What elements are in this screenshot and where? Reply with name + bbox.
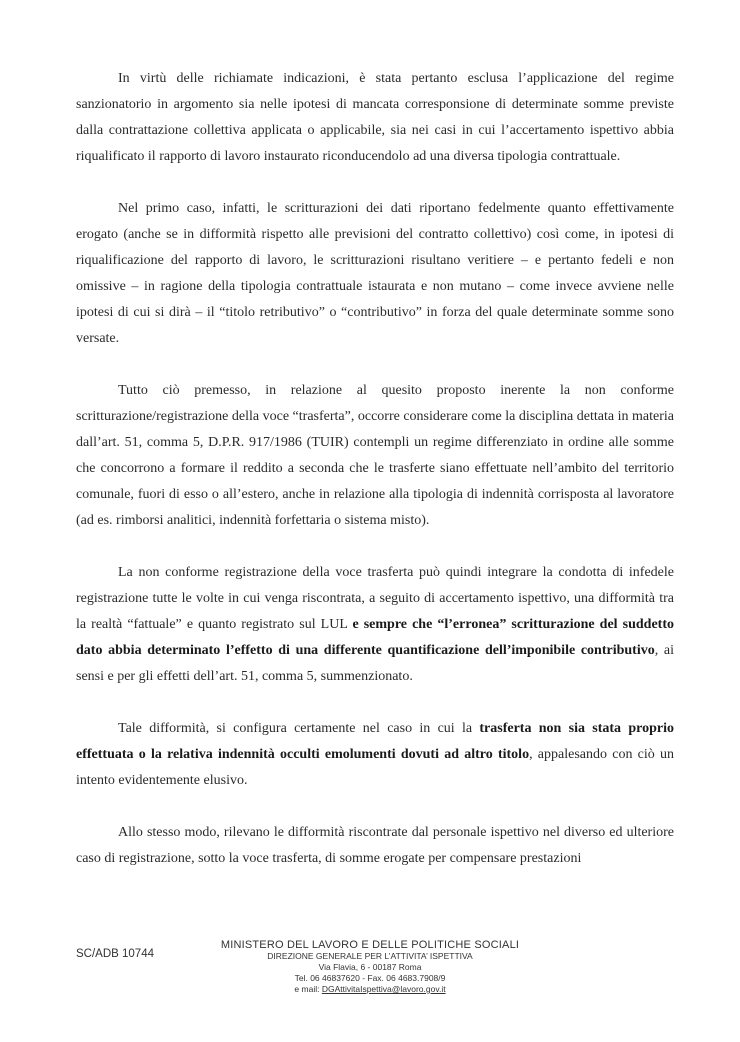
phone-fax: Tel. 06 46837620 - Fax. 06 4683.7908/9 [294,973,446,983]
paragraph [76,378,674,534]
paragraph [76,820,674,872]
paragraph [76,560,674,690]
text-segment: Tutto ciò premesso, in relazione al quesito proposto inerente la non conforme scritturazione/registrazione della voce “trasferta”, occorre considerare come la disciplina dettata in materia dall’art. 51, comma 5, D.P.R. 917/1986 (TUIR) contempli un regime differenziato in ordine alle somme che concorrono a formare il reddito a seconda che le trasferte siano effettuate nell’ambito del territorio comunale, fuori di esso o all’estero, anche in relazione alla tipologia di indennità corrisposta al lavoratore (ad es. rimborsi analitici, indennità forfettaria o sistema misto). [76,383,674,528]
directorate-name: DIREZIONE GENERALE PER L’ATTIVITA’ ISPETTIVA [267,951,473,961]
text-segment: Tale difformità, si configura certamente nel caso in cui la [118,721,480,736]
document-reference-code: SC/ADB 10744 [76,948,154,960]
letterhead-footer [150,940,590,995]
email-line [150,984,590,995]
postal-address: Via Flavia, 6 - 00187 Roma [318,962,422,972]
bold-text-segment: e sempre che “l’erronea” scritturazione del suddetto dato abbia determinato l’effetto di una differente quantificazione dell’imponibile contributivo [76,617,674,658]
text-segment: , ai sensi e per gli effetti dell’art. 51, comma 5, summenzionato. [76,643,674,684]
text-segment: Allo stesso modo, rilevano le difformità riscontrate dal personale ispettivo nel diverso ed ulteriore caso di registrazione, sotto la voce trasferta, di somme erogate per compensare prestazioni [76,825,674,866]
paragraph [76,716,674,794]
bold-text-segment: trasferta non sia stata proprio effettuata o la relativa indennità occulti emolumenti dovuti ad altro titolo [76,721,674,762]
page-footer [0,938,740,1038]
email-link[interactable]: DGAttivitaIspettiva@lavoro.gov.it [321,984,446,994]
document-body [76,66,674,898]
text-segment: In virtù delle richiamate indicazioni, è stata pertanto esclusa l’applicazione del regime sanzionatorio in argomento sia nelle ipotesi di mancata corresponsione di determinate somme previste dalla contrattazione collettiva applicata o applicabile, sia nei casi in cui l’accertamento ispettivo abbia riqualificato il rapporto di lavoro instaurato riconducendolo ad una diversa tipologia contrattuale. [76,71,674,164]
paragraph [76,66,674,170]
text-segment: Nel primo caso, infatti, le scritturazioni dei dati riportano fedelmente quanto effettivamente erogato (anche se in difformità rispetto alle previsioni del contratto collettivo) così come, in ipotesi di riqualificazione del rapporto di lavoro, le scritturazioni risultano veritiere – e pertanto fedeli e non omissive – in ragione della tipologia contrattuale istaurata e non mutano – come invece avviene nelle ipotesi di cui si dirà – il “titolo retributivo” o “contributivo” in forza del quale determinate somme sono versate. [76,201,674,346]
text-segment: La non conforme registrazione della voce trasferta può quindi integrare la condotta di infedele registrazione tutte le volte in cui venga riscontrata, a seguito di accertamento ispettivo, una difformità tra la realtà “fattuale” e quanto registrato sul LUL [76,565,674,632]
text-segment: , appalesando con ciò un intento evidentemente elusivo. [76,747,675,788]
ministry-name: MINISTERO DEL LAVORO E DELLE POLITICHE SOCIALI [220,939,520,951]
email-label: e mail: [294,984,322,994]
paragraph [76,196,674,352]
